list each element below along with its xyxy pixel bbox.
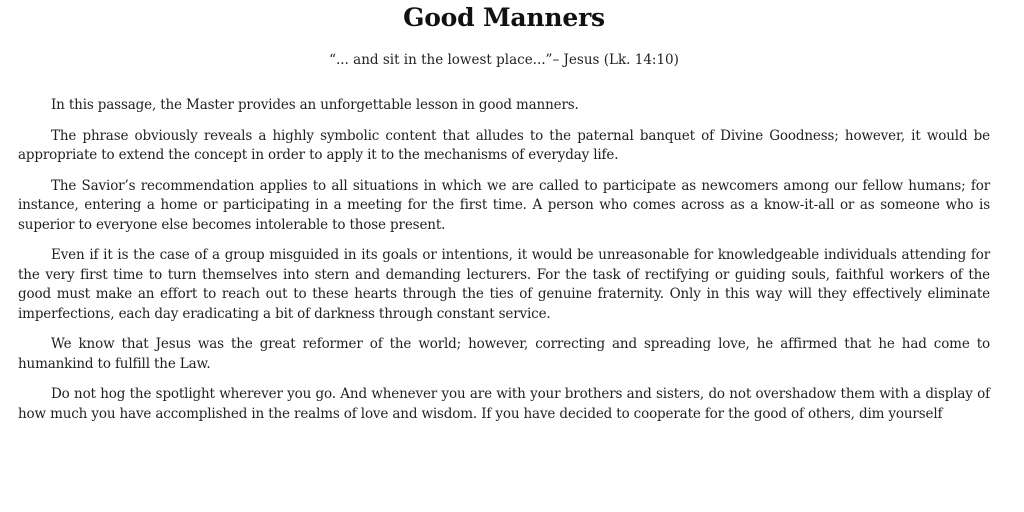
paragraph-6: Do not hog the spotlight wherever you go. And whenever you are with your brothers and sisters, do not overshadow them with a display of how much you have accomplished in the realms of love and wisdom. If you have decided to cooperate for the good of others, dim yourself bbox=[18, 386, 990, 422]
epigraph-quote: “... and sit in the lowest place...”– Jesus (Lk. 14:10) bbox=[329, 52, 679, 68]
paragraph-3: The Savior’s recommendation applies to all situations in which we are called to participate as newcomers among our fellow humans; for instance, entering a home or participating in a meeting for the first time. A person who comes across as a know-it-all or as someone who is superior to everyone else becomes intolerable to those present. bbox=[18, 177, 990, 233]
paragraph-2: The phrase obviously reveals a highly symbolic content that alludes to the paternal banquet of Divine Goodness; however, it would be appropriate to extend the concept in order to apply it to the mechanisms of everyday life. bbox=[18, 127, 990, 163]
paragraph-1: In this passage, the Master provides an unforgettable lesson in good manners. bbox=[51, 97, 579, 113]
document-page bbox=[18, 0, 990, 424]
document-body bbox=[18, 96, 990, 424]
paragraph-4: Even if it is the case of a group misguided in its goals or intentions, it would be unreasonable for knowledgeable individuals attending for the very first time to turn themselves into stern and demanding lecturers. For the task of rectifying or guiding souls, faithful workers of the good must make an effort to reach out to these hearts through the ties of genuine fraternity. Only in this way will they effectively eliminate imperfections, each day eradicating a bit of darkness through constant service. bbox=[18, 247, 990, 322]
document-title: Good Manners bbox=[403, 3, 605, 32]
paragraph-5: We know that Jesus was the great reformer of the world; however, correcting and spreading love, he affirmed that he had come to humankind to fulfill the Law. bbox=[18, 336, 990, 372]
